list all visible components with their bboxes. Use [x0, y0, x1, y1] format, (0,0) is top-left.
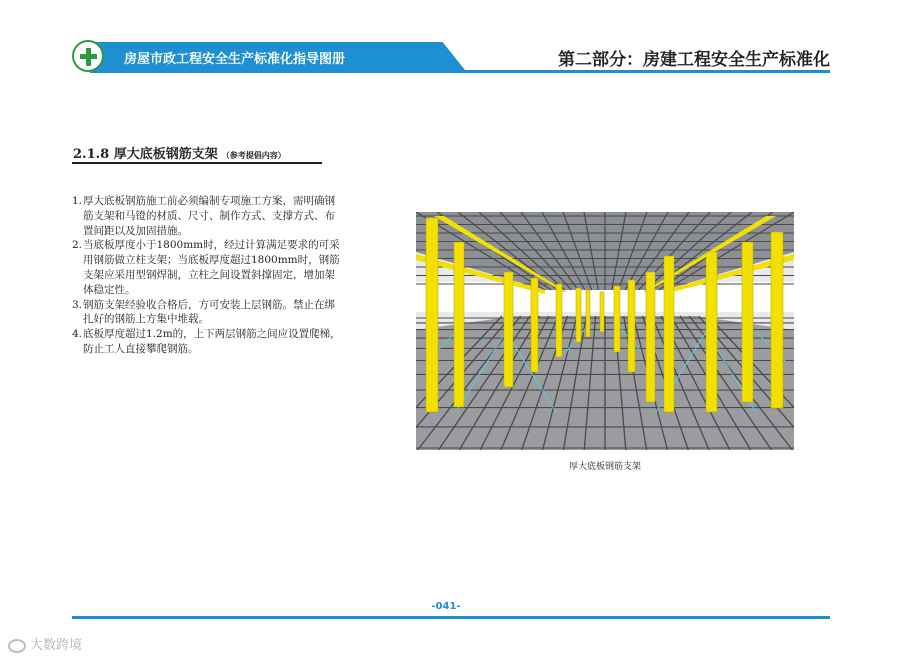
item-text: 厚大底板钢筋施工前必须编制专项施工方案，需明确钢筋支架和马镫的材质、尺寸、制作方式、支撑方式、布置间距以及加固措施。 — [83, 195, 335, 237]
item-text: 钢筋支架经验收合格后，方可安装上层钢筋。禁止在绑扎好的钢筋上方集中堆载。 — [83, 298, 335, 326]
steel-column — [556, 284, 562, 357]
rebar-support-drawing — [416, 212, 794, 450]
steel-column — [771, 232, 783, 408]
steel-column — [586, 290, 590, 337]
page-number: -041- — [431, 601, 461, 612]
safety-cross-icon — [72, 40, 104, 72]
steel-column — [426, 218, 438, 412]
page-header — [72, 40, 830, 72]
figure-caption: 厚大底板钢筋支架 — [568, 462, 641, 472]
book-title: 房屋市政工程安全生产标准化指导图册 — [124, 52, 346, 67]
steel-column — [600, 292, 604, 332]
steel-column — [664, 256, 674, 412]
list-item — [72, 194, 342, 238]
footer-rule — [72, 616, 830, 619]
watermark-logo-icon — [8, 639, 26, 653]
header-rule — [90, 70, 830, 73]
list-item — [72, 238, 342, 297]
item-number: 3. — [72, 298, 83, 311]
requirements-list — [72, 194, 342, 357]
steel-column — [504, 272, 513, 387]
section-title-text: 2.1.8 厚大底板钢筋支架 — [73, 147, 218, 162]
steel-column — [614, 286, 620, 352]
list-item — [72, 298, 342, 328]
list-item — [72, 327, 342, 357]
item-number: 4. — [72, 328, 83, 341]
rebar-support-illustration — [416, 212, 794, 450]
section-subtitle: （参考提倡内容） — [221, 150, 286, 160]
steel-column — [454, 242, 464, 407]
item-text: 当底板厚度小于1800mm时，经过计算满足要求的可采用钢筋做立柱支架；当底板厚度超过1800mm时，钢筋支架应采用型钢焊制，立柱之间设置斜撑固定，增加架体稳定性。 — [83, 239, 340, 296]
item-text: 底板厚度超过1.2m的，上下两层钢筋之间应设置爬梯，防止工人直接攀爬钢筋。 — [83, 328, 341, 355]
watermark-text: 大数跨境 — [30, 638, 83, 653]
steel-column — [646, 272, 655, 402]
part-title: 第二部分：房建工程安全生产标准化 — [558, 50, 830, 70]
watermark — [8, 634, 82, 653]
section-title — [73, 143, 286, 162]
section-rule — [72, 162, 322, 164]
steel-column — [628, 280, 635, 372]
steel-column — [706, 252, 717, 412]
steel-column — [576, 288, 581, 342]
item-number: 2. — [72, 239, 83, 252]
item-number: 1. — [72, 195, 83, 207]
steel-column — [742, 242, 753, 402]
steel-column — [531, 278, 538, 372]
